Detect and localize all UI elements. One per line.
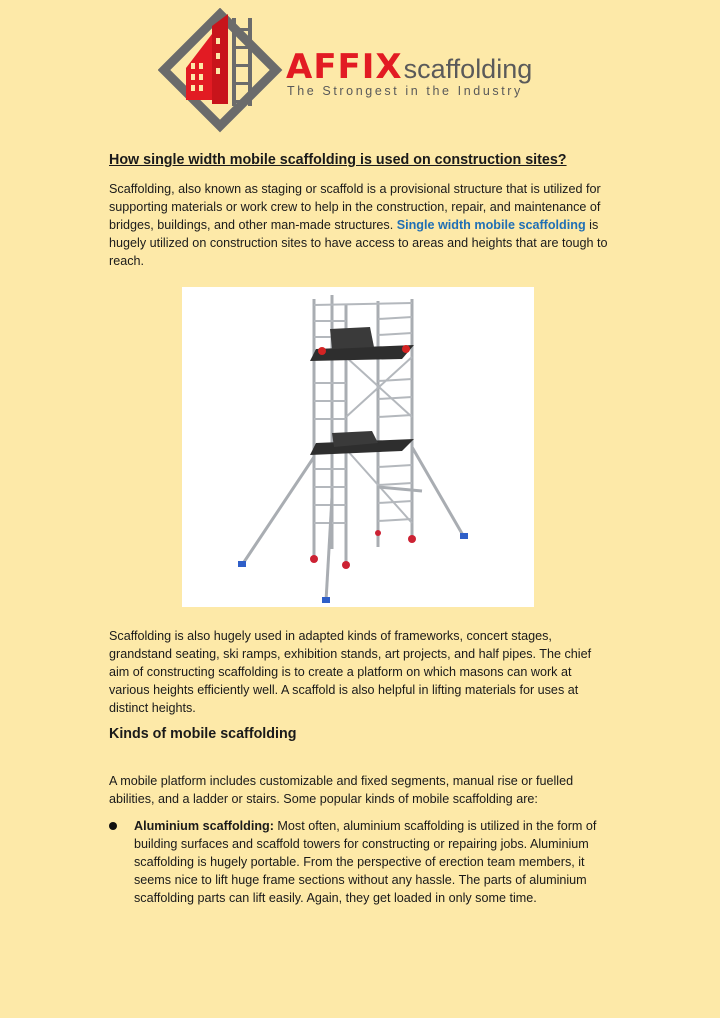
list-item	[109, 817, 614, 907]
bullet-body: Most often, aluminium scaffolding is utilized in the form of building surfaces and scaffold towers for constructing or repairing jobs. Aluminium scaffolding is hugely portable. From the perspective of erection team members, it seems nice to lift huge frame sections without any hassle. The parts of aluminium scaffolding parts can lift easily. Again, they get loaded in only some time.	[134, 819, 597, 905]
intro-text-end: is hugely utilized on construction sites to have access to areas and heights that are tough to reach.	[109, 218, 608, 268]
bullet-icon	[109, 822, 117, 830]
bullet-text	[134, 817, 614, 907]
intro-paragraph	[109, 180, 614, 270]
uses-paragraph: Scaffolding is also hugely used in adapted kinds of frameworks, concert stages, grandstand seating, ski ramps, exhibition stands, art projects, and half pipes. The chief aim of constructing scaffolding is to create a platform on which masons can work at various heights efficiently well. A scaffold is also helpful in lifting materials for uses at distinct heights.	[109, 629, 592, 715]
brand-tagline: The Strongest in the Industry	[287, 84, 523, 98]
intro-text-start: Scaffolding, also known as staging or scaffold is a provisional structure that is utilized for supporting materials or work crew to help in the construction, repair, and maintenance of bridges, buildings, and other man-made structures.	[109, 182, 601, 232]
article-heading: How single width mobile scaffolding is used on construction sites?	[109, 152, 567, 168]
bullet-title: Aluminium scaffolding:	[134, 819, 274, 833]
kinds-intro-paragraph: A mobile platform includes customizable and fixed segments, manual rise or fuelled abilities, and a ladder or stairs. Some popular kinds of mobile scaffolding are:	[109, 774, 574, 806]
brand-suffix: scaffolding	[403, 54, 533, 84]
brand-prefix: AFFIX	[286, 47, 403, 87]
mobile-scaffold-tower-icon	[182, 287, 534, 607]
brand-name	[286, 47, 533, 87]
scaffold-tower-image	[182, 287, 534, 607]
single-width-scaffolding-link[interactable]: Single width mobile scaffolding	[396, 218, 586, 232]
company-logo	[158, 8, 538, 134]
kinds-heading: Kinds of mobile scaffolding	[109, 726, 297, 742]
